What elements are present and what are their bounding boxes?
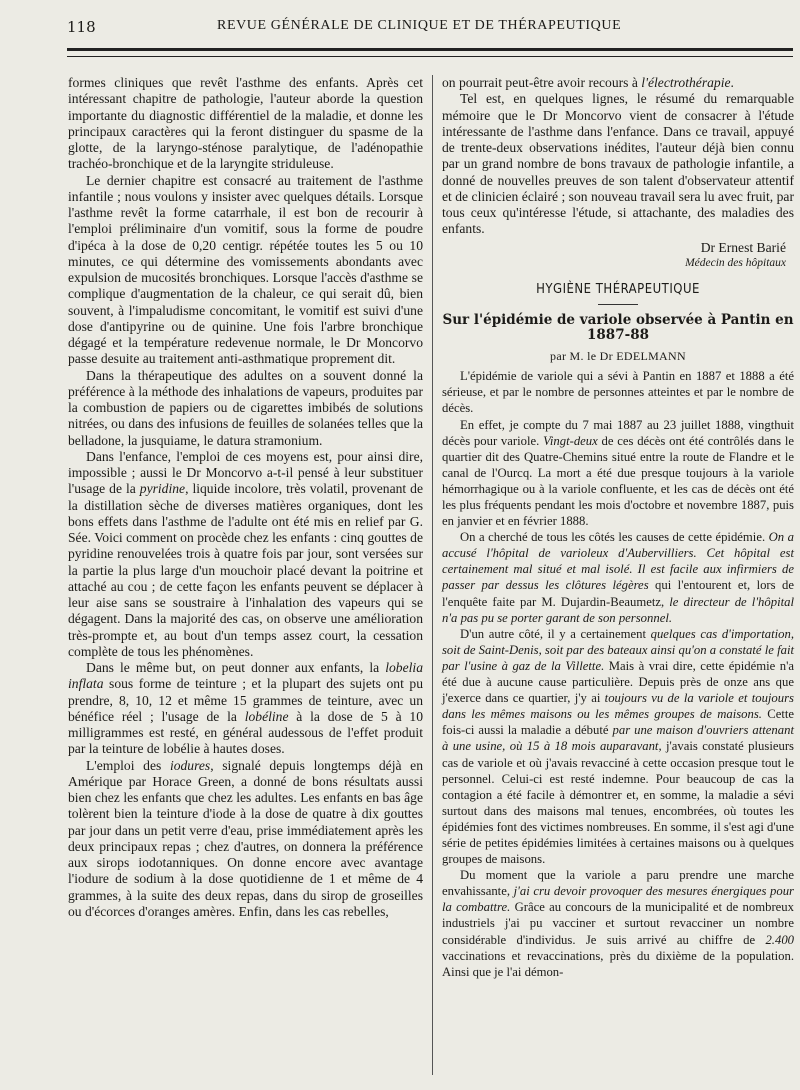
article-paragraph: En effet, je compte du 7 mai 1887 au 23 juillet 1888, vingthuit décès pour variole. Vingt-deux de ces décès ont été contrôlés dans le quartier dit des Quatre-Chemins situé entre la route de Flandre et le canal de l'Ourcq. La mort a été due presque toujours à la variole hémorrhagique ou à la variole confluente, et les cas de décès ont été les plus fréquents pendant les mois d'octobre et novembre 1887, puis en janvier et en février 1888. [442, 417, 794, 529]
article-paragraph: D'un autre côté, il y a certainement quelques cas d'importation, soit de Saint-Denis, soit par des bateaux ainsi qu'on a constaté le fait par l'usine à gaz de la Villette. Mais à vrai dire, cette épidémie n'a été due à aucune cause particulière. Depuis près de onze ans que j'exerce dans ce quartier, j'y ai toujours vu de la variole et toujours dans les mêmes maisons ou les mêmes groupes de maisons. Cette fois-ci aussi la maladie a débuté par une maison d'ouvriers attenant à une usine, où 15 à 18 mois auparavant, j'avais constaté plusieurs cas de variole et où j'avais revacciné à cette occasion presque tout le personnel. Celui-ci est resté indemne. Pour beaucoup de cas la contagion a été facile à démontrer et, en somme, la maladie a sévi surtout dans des maisons mal tenues, encombrées, où toutes les épidémies font des victimes nombreuses. En somme, il s'est agi d'une série de petites épidémies limitées à certaines maisons ou à quelques groupes de maisons. [442, 626, 795, 867]
section-rule [598, 304, 638, 305]
section-title: HYGIÈNE THÉRAPEUTIQUE [536, 281, 700, 297]
article-paragraph: On a cherché de tous les côtés les causes de cette épidémie. On a accusé l'hôpital de varioleux d'Aubervilliers. Cet hôpital est certainement mal situé et mal isolé. Il est facile aux infirmiers de passer par dessus les clôtures légères qui l'entourent et, lors de l'enquête faite par M. Dujardin-Beaumetz, le directeur de l'hôpital n'a pas pu se porter garant de son personnel. [442, 530, 794, 625]
review-paragraph: on pourrait peut-être avoir recours à l'électrothérapie. [442, 75, 734, 90]
left-paragraph: Le dernier chapitre est consacré au traitement de l'asthme infantile ; nous voulons y insister avec quelques détails. Lorsque l'asthme revêt la forme catarrhale, il est bon de recourir à l'emploi préliminaire d'un vomitif, sous la forme de poudre d'ipéca à la dose de 0,20 centigr. répétée toutes les 5 ou 10 minutes, ce qui détermine des vomissements abondants avec expulsion de mucosités bronchiques. Lorsque l'accès d'asthme se complique d'augmentation de la chaleur, ce qui serait dû, bien souvent, à l'impaludisme concomitant, le vomitif est suivi d'une dose d'antipyrine ou de quinine. Une fois l'arbre bronchique dégagé et la température redevenue normale, le Dr Moncorvo passe desuite au traitement anti-asthmatique proprement dit. [68, 172, 423, 367]
author-signature: Dr Ernest Barié [700, 239, 786, 255]
author-affiliation: Médecin des hôpitaux [685, 256, 786, 269]
review-paragraph: Tel est, en quelques lignes, le résumé du remarquable mémoire que le Dr Moncorvo vient de consacrer à l'étude intéressante de l'asthme dans l'enfance. Dans ce travail, appuyé de trente-deux observations inédites, l'auteur déjà bien connu par un grand nombre de bons travaux de pathologie infantile, a donné de nouvelles preuves de son talent d'observateur attentif et de clinicien éclairé ; son nouveau travail sera lu avec fruit, par tous ceux qu'intéresse l'étude, si attachante, des maladies des enfants. [442, 91, 794, 237]
article-byline: par M. le Dr EDELMANN [550, 349, 686, 363]
page-header [67, 16, 793, 42]
column-divider [432, 75, 433, 1075]
left-paragraph: formes cliniques que revêt l'asthme des enfants. Après cet intéressant chapitre de pathologie, l'auteur aborde la question importante du diagnostic différentiel de la maladie, et donne les principaux caractères qui la feront distinguer du spasme de la glotte, de la laryngo-sténose paralytique, de l'adénopathie trachéo-bronchique et de la laryngite striduleuse. [68, 75, 423, 172]
review-conclusion [442, 75, 794, 238]
article-body [442, 368, 794, 980]
header-rule [67, 48, 793, 57]
running-title: REVUE GÉNÉRALE DE CLINIQUE ET DE THÉRAPEUTIQUE [217, 18, 622, 33]
left-paragraph: Dans le même but, on peut donner aux enfants, la lobelia inflata sous forme de teinture ; et la plupart des sujets ont pu prendre, 8, 10, 12 et même 15 grammes de teinture, avec un bénéfice réel ; l'usage de la lobéline à la dose de 5 à 10 milligrammes est resté, en général audessous de l'effet produit par la teinture de lobélie à hautes doses. [68, 660, 423, 757]
article-paragraph: L'épidémie de variole qui a sévi à Pantin en 1887 et 1888 a été sérieuse, et par le nombre de personnes atteintes et par le nombre de décès. [442, 369, 794, 416]
page-number: 118 [67, 18, 96, 36]
left-paragraph: L'emploi des iodures, signalé depuis longtemps déjà en Amérique par Horace Green, a donné de bons résultats aussi bien chez les enfants que chez les adultes. Les enfants en bas âge tolèrent bien la teinture d'iode à la dose de quatre à dix gouttes par jour dans un petit verre d'eau, prise immédiatement après les deux principaux repas ; chez d'autres, on donnera la préférence aux sirops iodotanniques. On donne encore avec avantage l'iodure de sodium à la dose quotidienne de 1 et même de 4 grammes, à la suite des deux repas, dans du sirop de groseilles ou d'écorces d'oranges amères. Enfin, dans les cas rebelles, [68, 757, 423, 919]
left-paragraph: Dans l'enfance, l'emploi de ces moyens est, pour ainsi dire, impossible ; aussi le Dr Moncorvo a-t-il pensé à leur substituer l'usage de la pyridine, liquide incolore, très volatil, provenant de la distillation sèche de diverses matières organiques, dont les bons effets dans l'asthme de l'adulte ont été mis en relief par G. Sée. Voici comment on procède chez les enfants : cinq gouttes de pyridine renouvelées trois à quatre fois par jour, sont versées sur la partie la plus large d'un mouchoir placé devant la poitrine et attaché au cou ; de cette façon les enfants peuvent se déplacer à leur aise sans se soustraire à l'inhalation des vapeurs qui se dégagent. Dans la majorité des cas, on observe une amélioration très-prompte et, au bout d'un temps assez court, la cessation complète de tous les phénomènes. [68, 448, 423, 659]
article-paragraph: Du moment que la variole a paru prendre une marche envahissante, j'ai cru devoir provoquer des mesures énergiques pour la combattre. Grâce au concours de la municipalité et de nombreux industriels j'ai pu vacciner et surtout revacciner un nombre considérable d'individus. Je suis arrivé au chiffre de 2.400 vaccinations et revaccinations, près du dixième de la population. Ainsi que je l'ai démon- [442, 868, 794, 979]
article-title: Sur l'épidémie de variole observée à Pantin en 1887-88 [442, 312, 794, 343]
left-paragraph: Dans la thérapeutique des adultes on a souvent donné la préférence à la méthode des inhalations de vapeurs, produites par la combustion de papiers ou de cigarettes imbibés de solutions nitrées, ou dans des infusions de feuilles de solanées telles que la belladone, la jusquiame, le datura stramonium. [68, 367, 423, 448]
right-column [442, 75, 794, 980]
left-column [68, 75, 423, 920]
